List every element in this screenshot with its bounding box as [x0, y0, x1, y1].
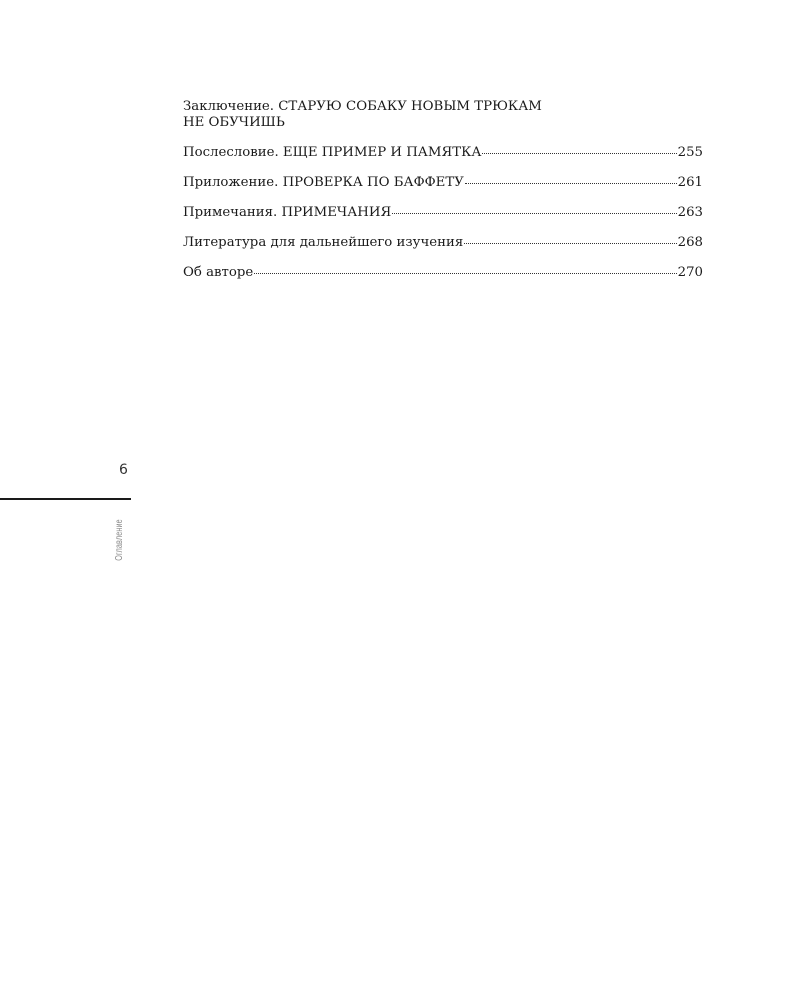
page-number: 6 [119, 462, 128, 478]
dot-leader [464, 242, 676, 244]
toc-entry-label: Литература для дальнейшего изучения [183, 235, 464, 250]
toc-entry-appendix [183, 175, 703, 205]
toc-heading-conclusion [183, 99, 623, 131]
toc-entry-page: 263 [677, 205, 703, 220]
running-head: Оглавление [114, 519, 125, 561]
toc-entry-label: Приложение. ПРОВЕРКА ПО БАФФЕТУ [183, 175, 464, 190]
dot-leader [482, 152, 676, 154]
toc-entry-page: 268 [677, 235, 703, 250]
margin-divider [0, 498, 131, 500]
toc-entry-page: 261 [677, 175, 703, 190]
dot-leader [465, 182, 677, 184]
table-of-contents [183, 99, 703, 295]
dot-leader [392, 212, 676, 214]
toc-entry-further-reading [183, 235, 703, 265]
toc-entry-label: Об авторе [183, 265, 254, 280]
toc-heading-line-2: НЕ ОБУЧИШЬ [183, 115, 285, 130]
toc-entry-notes [183, 205, 703, 235]
toc-entry-label: Послесловие. ЕЩЕ ПРИМЕР И ПАМЯТКА [183, 145, 482, 160]
toc-entry-page: 270 [677, 265, 703, 280]
dot-leader [254, 272, 676, 274]
toc-entry-page: 255 [677, 145, 703, 160]
toc-heading-line-1: Заключение. СТАРУЮ СОБАКУ НОВЫМ ТРЮКАМ [183, 99, 542, 114]
toc-entry-label: Примечания. ПРИМЕЧАНИЯ [183, 205, 392, 220]
toc-entry-about-author [183, 265, 703, 295]
toc-entry-afterword [183, 145, 703, 175]
